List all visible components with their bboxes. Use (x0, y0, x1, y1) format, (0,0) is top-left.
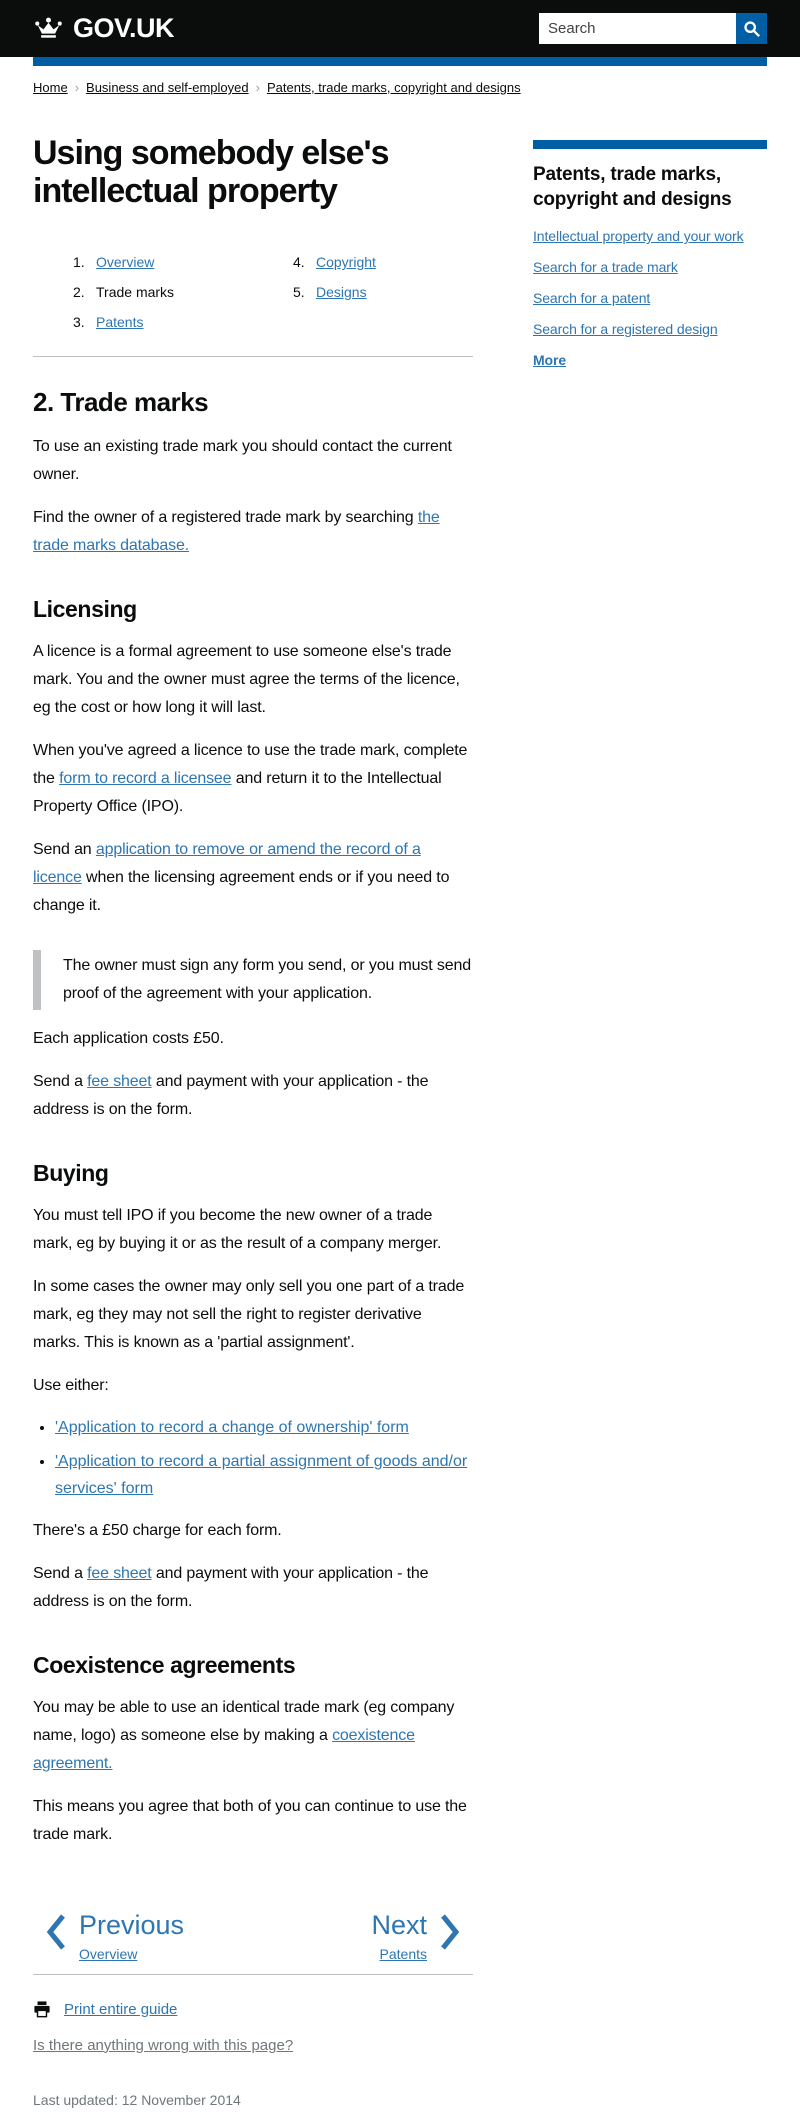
sidebar-link-search-trade-mark[interactable]: Search for a trade mark (533, 259, 678, 276)
paragraph: Use either: (33, 1377, 109, 1395)
next-part-title: Patents (379, 1945, 427, 1962)
guide-nav-link-overview[interactable]: Overview (96, 254, 155, 271)
list-item (533, 321, 767, 337)
crown-icon (33, 16, 64, 42)
guide-nav-item-patents: 3. Patents (73, 312, 293, 333)
trade-marks-database-link[interactable]: the trade marks database. (33, 509, 440, 555)
header-accent-bar (33, 57, 767, 66)
previous-page-link[interactable] (45, 1911, 184, 1962)
printer-icon (33, 2001, 51, 2018)
page-feedback-link[interactable]: Is there anything wrong with this page? (33, 2036, 294, 2054)
form-record-licensee-link[interactable]: form to record a licensee (59, 770, 232, 788)
guide-part-nav (33, 252, 473, 342)
paragraph: When you've agreed a licence to use the trade mark, complete the form to record a licensee and return it to the Intellectual Property Office (IPO). (33, 742, 468, 816)
previous-part-title: Overview (79, 1945, 138, 1962)
coexistence-heading: Coexistence agreements (33, 1652, 296, 1679)
coexistence-agreement-link[interactable]: coexistence agreement. (33, 1727, 415, 1773)
breadcrumb-separator-icon: › (74, 80, 80, 95)
list-item (55, 1414, 473, 1441)
bottom-divider (33, 1974, 473, 1975)
next-label: Next (371, 1910, 427, 1941)
search-button[interactable] (736, 13, 767, 44)
buying-heading: Buying (33, 1160, 109, 1187)
sidebar-accent-bar (533, 140, 767, 149)
fee-sheet-link[interactable]: fee sheet (87, 1073, 152, 1091)
remove-amend-licence-link[interactable]: application to remove or amend the record of a licence (33, 841, 421, 887)
search-input[interactable] (539, 13, 736, 44)
sidebar-links (533, 228, 767, 368)
paragraph: Send a fee sheet and payment with your application - the address is on the form. (33, 1565, 429, 1611)
paragraph: Find the owner of a registered trade mark by searching the trade marks database. (33, 509, 440, 555)
section-heading: 2. Trade marks (33, 387, 209, 418)
main-content (33, 95, 473, 2124)
next-page-link[interactable] (371, 1911, 461, 1962)
licensing-heading: Licensing (33, 596, 137, 623)
paragraph: To use an existing trade mark you should contact the current owner. (33, 438, 452, 484)
guide-nav-item-designs: 5. Designs (293, 282, 513, 303)
guide-nav-item-overview: 1. Overview (73, 252, 293, 273)
fee-sheet-link[interactable]: fee sheet (87, 1565, 152, 1583)
chevron-right-icon (439, 1913, 461, 1962)
search-form (539, 13, 767, 44)
sidebar-heading: Patents, trade marks, copyright and designs (533, 164, 732, 211)
previous-label: Previous (79, 1910, 185, 1941)
paragraph: This means you agree that both of you can continue to use the trade mark. (33, 1798, 467, 1844)
inset-note-text: The owner must sign any form you send, or you must send proof of the agreement with your application. (63, 957, 471, 1003)
guide-nav-item-copyright: 4. Copyright (293, 252, 513, 273)
govuk-logo[interactable] (33, 13, 174, 44)
paragraph: You may be able to use an identical trade mark (eg company name, logo) as someone else by making a coexistence agreement. (33, 1699, 455, 1773)
sidebar-link-search-patent[interactable]: Search for a patent (533, 290, 651, 307)
guide-nav-item-trade-marks: 2. Trade marks (73, 282, 293, 303)
breadcrumb-patents[interactable]: Patents, trade marks, copyright and designs (266, 80, 521, 95)
list-item (55, 1448, 473, 1502)
inset-note (33, 950, 473, 1010)
partial-assignment-form-link[interactable]: 'Application to record a partial assignment of goods and/or services' form (55, 1453, 468, 1498)
guide-nav-current-page: Trade marks (96, 284, 175, 301)
breadcrumb-home[interactable]: Home (33, 80, 68, 95)
list-item (533, 259, 767, 275)
paragraph: You must tell IPO if you become the new owner of a trade mark, eg by buying it or as the result of a company merger. (33, 1207, 442, 1253)
page-title: Using somebody else's intellectual property (33, 134, 389, 211)
logo-text: GOV.UK (73, 13, 175, 43)
paragraph: Send an application to remove or amend the record of a licence when the licensing agreement ends or if you need to change it. (33, 841, 450, 915)
paragraph: In some cases the owner may only sell you one part of a trade mark, eg they may not sell the right to register derivative marks. This is known as a 'partial assignment'. (33, 1278, 465, 1352)
chevron-left-icon (45, 1913, 67, 1962)
form-options-list (33, 1414, 473, 1502)
list-item (533, 228, 767, 244)
guide-nav-column-2 (293, 252, 513, 342)
sidebar-link-search-registered-design[interactable]: Search for a registered design (533, 321, 718, 338)
page-layout (33, 95, 767, 2124)
paragraph: A licence is a formal agreement to use someone else's trade mark. You and the owner must agree the terms of the licence, eg the cost or how long it will last. (33, 643, 460, 717)
breadcrumb-separator-icon: › (255, 80, 260, 95)
breadcrumb (33, 80, 767, 95)
guide-nav-link-designs[interactable]: Designs (316, 284, 367, 301)
paragraph: Each application costs £50. (33, 1030, 224, 1048)
guide-nav-column-1 (73, 252, 293, 342)
breadcrumb-business[interactable]: Business and self-employed (86, 80, 249, 95)
search-icon (743, 20, 761, 38)
sidebar-link-ip-and-your-work[interactable]: Intellectual property and your work (533, 228, 744, 245)
guide-pagination (33, 1911, 473, 1962)
feedback-row (33, 2037, 473, 2054)
related-sidebar (533, 95, 767, 383)
paragraph: There's a £50 charge for each form. (33, 1522, 282, 1540)
print-row (33, 2001, 473, 2018)
guide-nav-link-patents[interactable]: Patents (96, 314, 144, 331)
list-item (533, 290, 767, 306)
paragraph: Send a fee sheet and payment with your application - the address is on the form. (33, 1073, 429, 1119)
nav-divider (33, 356, 473, 357)
last-updated: Last updated: 12 November 2014 (33, 2091, 241, 2108)
guide-nav-link-copyright[interactable]: Copyright (316, 254, 376, 271)
print-entire-guide-link[interactable]: Print entire guide (64, 2000, 178, 2018)
change-of-ownership-form-link[interactable]: 'Application to record a change of ownership' form (55, 1419, 409, 1437)
list-item (533, 352, 767, 368)
site-header (0, 0, 800, 57)
sidebar-more-link[interactable]: More (533, 352, 567, 369)
